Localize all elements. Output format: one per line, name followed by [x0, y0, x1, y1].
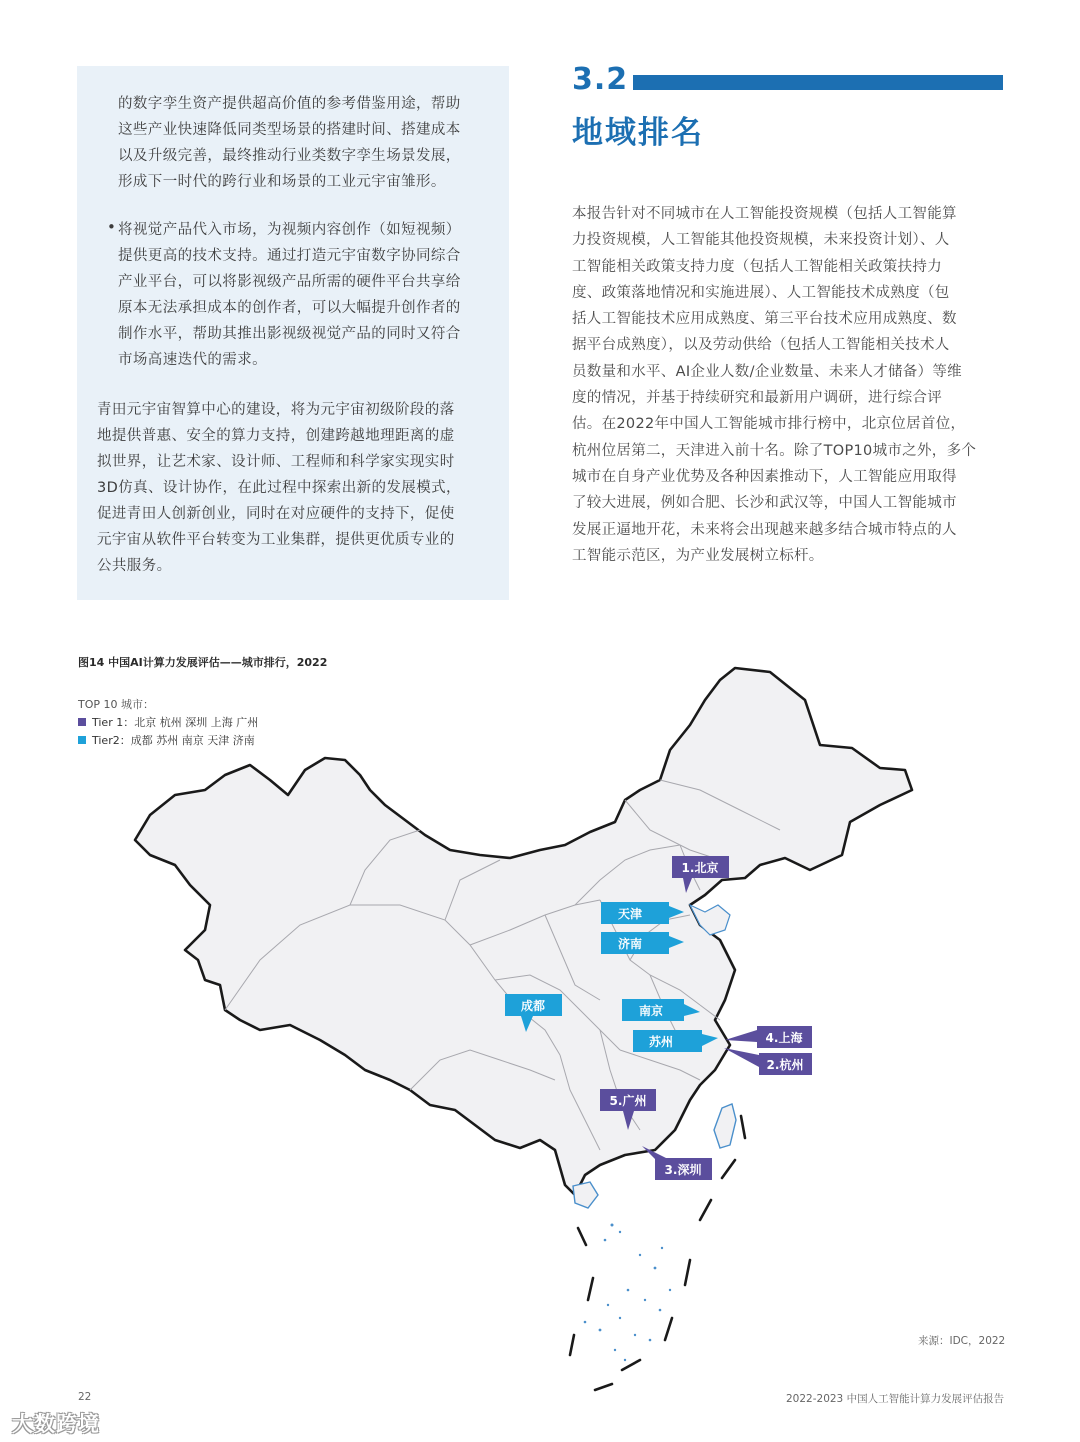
running-footer-title: 2022-2023 中国人工智能计算力发展评估报告: [786, 1393, 1005, 1405]
watermark-logo: 大数跨境: [12, 1412, 100, 1436]
taiwan-island: [714, 1104, 736, 1148]
city-label-tianjin: 天津: [617, 907, 643, 921]
bullet-marker: •: [107, 218, 116, 236]
section-number: 3.2: [572, 62, 629, 97]
city-label-nanjing: 南京: [638, 1004, 664, 1018]
city-label-beijing: 1.北京: [681, 861, 719, 875]
figure-source: 来源：IDC，2022: [918, 1335, 1006, 1347]
panel-paragraph-2: 青田元宇宙智算中心的建设，将为元宇宙初级阶段的落 地提供普惠、安全的算力支持，创建跨越地理距离的虚 拟世界，让艺术家、设计师、工程师和科学家实现实时 3D仿真、设计协作，在此过程中探索出新的发展模式， 促进青田人创新创业，同时在对应硬件的支持下，促使 元宇宙从软件平台转变为工业集群，提供更优质专业的 公共服务。: [97, 402, 461, 574]
city-label-guangzhou: 5.广州: [609, 1094, 647, 1108]
page-number: 22: [78, 1391, 92, 1403]
city-label-shenzhen: 3.深圳: [664, 1163, 702, 1177]
city-callout-shanghai: [725, 1026, 812, 1048]
city-callout-hangzhou: [724, 1048, 812, 1075]
legend-header: TOP 10 城市：: [78, 698, 155, 711]
city-label-jinan: 济南: [617, 937, 643, 951]
section-title: 地域排名: [572, 115, 704, 151]
legend-tier1: Tier 1：北京 杭州 深圳 上海 广州: [78, 714, 258, 730]
figure-title: 图14 中国AI计算力发展评估——城市排行，2022: [78, 656, 328, 669]
panel-bullet-item: 将视觉产品代入市场，为视频内容创作（如短视频） 提供更高的技术支持。通过打造元宇宙数字协同综合 产业平台，可以将影视级产品所需的硬件平台共享给 原本无法承担成本的创作者，可以大幅提升创作者的 制作水平，帮助其推出影视级视觉产品的同时又符合 市场高速迭代的需求。: [118, 222, 461, 368]
city-label-shanghai: 4.上海: [765, 1031, 803, 1045]
hainan-island: [573, 1182, 598, 1208]
island-specks: [584, 1224, 672, 1362]
panel-paragraph-1: 的数字孪生资产提供超高价值的参考借鉴用途，帮助 这些产业快速降低同类型场景的搭建时间、搭建成本 以及升级完善，最终推动行业类数字孪生场景发展， 形成下一时代的跨行业和场景的工业元宇宙雏形。: [118, 96, 461, 190]
city-label-chengdu: 成都: [520, 999, 546, 1013]
city-label-hangzhou: 2.杭州: [766, 1058, 804, 1072]
section-body: 本报告针对不同城市在人工智能投资规模（包括人工智能算 力投资规模，人工智能其他投资规模，未来投资计划）、人 工智能相关政策支持力度（包括人工智能相关政策扶持力 度、政策落地情况和实施进展）、人工智能技术成熟度（包 括人工智能技术应用成熟度、第三平台技术应用成熟度、数 据平台成熟度），以及劳动供给（包括人工智能相关技术人 员数量和水平、AI企业人数/企业数量、未来人才储备）等维 度的情况，并基于持续研究和最新用户调研，进行综合评 估。在2022年中国人工智能城市排行榜中，北京位居首位， 杭州位居第二，天津进入前十名。除了TOP10城市之外，多个 城市在自身产业优势及各种因素推动下，人工智能应用取得 了较大进展，例如合肥、长沙和武汉等，中国人工智能城市 发展正逼地开花，未来将会出现越来越多结合城市特点的人 工智能示范区，为产业发展树立标杆。: [572, 206, 977, 564]
legend-tier2: Tier2：成都 苏州 南京 天津 济南: [78, 732, 255, 748]
china-outline: [135, 668, 912, 1195]
city-label-suzhou: 苏州: [648, 1035, 674, 1049]
